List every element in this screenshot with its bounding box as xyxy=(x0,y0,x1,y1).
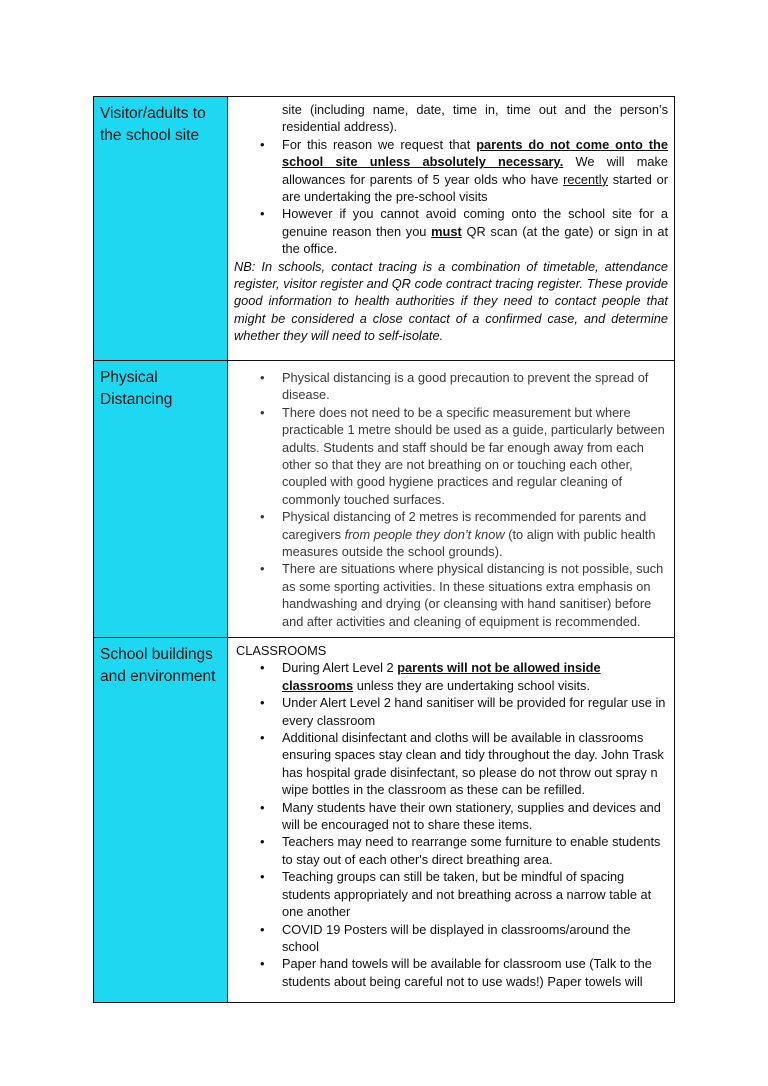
table-row-visitors xyxy=(94,97,675,361)
row-label-cell xyxy=(94,638,228,1003)
row-label-cell xyxy=(94,361,228,638)
bullet-text: However if you cannot avoid coming onto the school site for a genuine reason then you xyxy=(282,206,668,239)
list-item xyxy=(234,508,668,560)
list-item: • There does not need to be a specific measurement but where practicable 1 metre should be used as a guide, particularly between adults. Students and staff should be far enough away from each other so that they are not breathing on or touching each other, coupled with good hygiene practices and regular cleaning of commonly touched surfaces. xyxy=(234,404,668,508)
emphasis-text: must xyxy=(431,223,462,239)
underlined-text: recently xyxy=(563,171,608,187)
list-item xyxy=(234,205,668,257)
bullet-text: During Alert Level 2 xyxy=(282,660,398,676)
row-content-cell xyxy=(228,361,675,638)
bullet-text: unless they are undertaking school visits. xyxy=(353,677,591,693)
bullet-text: For this reason we request that xyxy=(282,136,477,152)
row-content-cell xyxy=(228,97,675,361)
bullet-text: We will make allowances for parents of 5 year olds who have xyxy=(282,154,668,187)
list-item: • There are situations where physical distancing is not possible, such as some sporting activities. In these situations extra emphasis on handwashing and drying (or cleansing with hand sanitiser) before and after activities and cleaning of equipment is recommended. xyxy=(234,560,668,630)
row-content-cell xyxy=(228,638,675,1003)
emphasis-text: parents will not be allowed inside classrooms xyxy=(282,660,601,693)
table-row-buildings xyxy=(94,638,675,1003)
bullet-text: (to align with public health measures outside the school grounds). xyxy=(282,526,656,560)
bullet-text: started or are undertaking the pre-school visits xyxy=(282,171,668,205)
continuation-text: site (including name, date, time in, time out and the person’s residential address). xyxy=(282,102,668,135)
list-item: • Teaching groups can still be taken, but be mindful of spacing students appropriately and not breathing across a narrow table at one another xyxy=(234,868,668,920)
list-item: • Paper hand towels will be available for classroom use (Talk to the students about being careful not to use wads!) Paper towels will xyxy=(234,955,668,990)
bullet-list xyxy=(234,659,668,990)
bullet-text: QR scan (at the gate) or sign in at the office. xyxy=(282,223,668,257)
row-label: School buildings and environment xyxy=(100,646,216,685)
row-label: Visitor/adults to the school site xyxy=(100,105,206,144)
table-row-distancing xyxy=(94,361,675,638)
list-item: • Physical distancing is a good precaution to prevent the spread of disease. xyxy=(234,369,668,404)
list-item: • Many students have their own stationery, supplies and devices and will be encouraged not to share these items. xyxy=(234,799,668,834)
list-item xyxy=(234,136,668,206)
list-item: • Teachers may need to rearrange some furniture to enable students to stay out of each other's direct breathing area. xyxy=(234,833,668,868)
emphasis-text: parents do not come onto the school site unless absolutely necessary. xyxy=(282,136,668,170)
bullet-list xyxy=(234,369,668,630)
row-label-cell xyxy=(94,97,228,361)
list-item: • Under Alert Level 2 hand sanitiser will be provided for regular use in every classroom xyxy=(234,694,668,729)
policy-table xyxy=(93,96,675,1003)
note-text: NB: In schools, contact tracing is a combination of timetable, attendance register, visitor register and QR code contract tracing register. These provide good information to health authorities if they need to contact people that might be considered a close contact of a confirmed case, and determine whether they will need to self-isolate. xyxy=(234,258,668,344)
section-heading: CLASSROOMS xyxy=(236,643,327,658)
list-item: • Additional disinfectant and cloths will be available in classrooms ensuring spaces stay clean and tidy throughout the day. John Trask has hospital grade disinfectant, so please do not throw out spray n wipe bottles in the classroom as these can be refilled. xyxy=(234,729,668,799)
bullet-list xyxy=(234,136,668,258)
italic-text: from people they don’t know xyxy=(344,526,505,542)
list-item: • COVID 19 Posters will be displayed in classrooms/around the school xyxy=(234,921,668,956)
list-item xyxy=(234,659,668,694)
row-label: Physical Distancing xyxy=(100,369,173,408)
bullet-text: Physical distancing of 2 metres is recommended for parents and caregivers xyxy=(282,509,647,542)
